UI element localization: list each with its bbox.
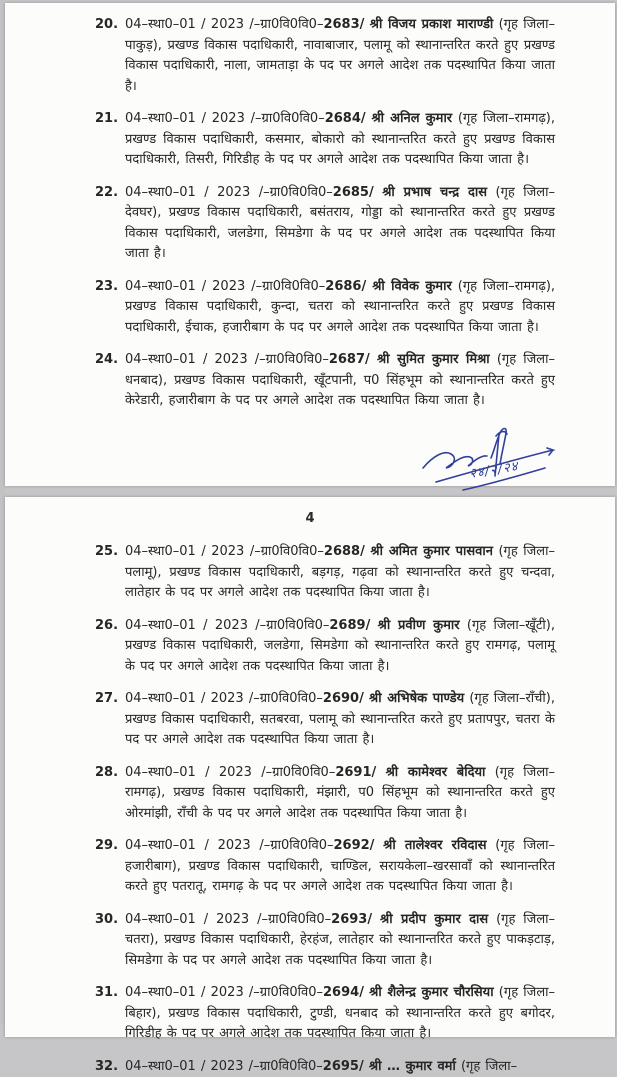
item-number: 28.	[95, 763, 125, 825]
ref-code: 04–स्था0–01 / 2023 /–ग्रा0वि0वि0–	[125, 111, 325, 126]
item-text	[125, 763, 555, 825]
item-body: (गृह जिला–रामगढ़), प्रखण्ड विकास पदाधिकारी, कसमार, बोकारो को स्थानान्तरित करते हुए प्रखण्ड विकास पदाधिकारी, तिसरी, गिरिडीह के पद पर अगले आदेश तक पदस्थापित किया जाता है।	[125, 111, 555, 167]
item-body: (गृह जिला–राँची), प्रखण्ड विकास पदाधिकारी, सतबरवा, पलामू को स्थानान्तरित करते हुए प्रतापपुर, चतरा के पद पर अगले आदेश तक पदस्थापित किया जाता है।	[125, 691, 555, 747]
item-body: (गृह जिला– पलामू), प्रखण्ड विकास पदाधिकारी, बड़गड़, गढ़वा को स्थानान्तरित करते हुए चन्दवा, लातेहार के पद पर अगले आदेश तक पदस्थापित किया जाता है।	[125, 544, 555, 600]
item-body: (गृह जिला–खूँटी), प्रखण्ड विकास पदाधिकारी, जलडेगा, सिमडेगा को स्थानान्तरित करते हुए रामगढ़, पलामू के पद पर अगले आदेश तक पदस्थापित किया जाता है।	[125, 618, 555, 674]
ref-code: 04–स्था0–01 / 2023 /–ग्रा0वि0वि0–	[125, 765, 335, 780]
item-number: 21.	[95, 109, 125, 171]
ref-code: 04–स्था0–01 / 2023 /–ग्रा0वि0वि0–	[125, 17, 323, 32]
officer-name: श्री सुमित कुमार मिश्रा	[377, 352, 490, 367]
cut-off-line	[95, 1057, 555, 1068]
item-body: (गृह जिला– हजारीबाग), प्रखण्ड विकास पदाधिकारी, चाण्डिल, सरायकेला–खरसावाँ को स्थानान्तरित करते हुए पतरातू, रामगढ़ के पद पर अगले आदेश तक पदस्थापित किया जाता है।	[125, 838, 555, 894]
item-number: 23.	[95, 277, 125, 339]
item-body: (गृह जिला– धनबाद), प्रखण्ड विकास पदाधिकारी, खूँटपानी, प0 सिंहभूम को स्थानान्तरित करते हुए केरेडारी, हजारीबाग के पद पर अगले आदेश तक पदस्थापित किया जाता है।	[125, 352, 555, 408]
item-number: 32.	[95, 1057, 125, 1077]
order-item-23	[95, 277, 555, 339]
item-body: (गृह जिला–	[461, 1059, 517, 1074]
item-text	[125, 983, 555, 1045]
order-item-25	[95, 542, 555, 604]
item-number: 29.	[95, 836, 125, 898]
ref-code: 04–स्था0–01 / 2023 /–ग्रा0वि0वि0–	[125, 1059, 323, 1074]
officer-name: श्री … कुमार वर्मा	[369, 1059, 456, 1074]
item-text	[125, 910, 555, 972]
ref-code: 04–स्था0–01 / 2023 /–ग्रा0वि0वि0–	[125, 544, 324, 559]
ref-code: 04–स्था0–01 / 2023 /–ग्रा0वि0वि0–	[125, 185, 333, 200]
item-number: 22.	[95, 183, 125, 265]
ref-code: 04–स्था0–01 / 2023 /–ग्रा0वि0वि0–	[125, 838, 334, 853]
ref-code: 04–स्था0–01 / 2023 /–ग्रा0वि0वि0–	[125, 691, 323, 706]
item-body: (गृह जिला– चतरा), प्रखण्ड विकास पदाधिकारी, हेरहंज, लातेहार को स्थानान्तरित करते हुए पाकड़टाड़, सिमडेगा के पद पर अगले आदेश तक पदस्थापित किया जाता है।	[125, 912, 555, 968]
order-item-29	[95, 836, 555, 898]
ref-code: 04–स्था0–01 / 2023 /–ग्रा0वि0वि0–	[125, 912, 331, 927]
order-item-28	[95, 763, 555, 825]
order-item-27	[95, 689, 555, 751]
officer-name: श्री कामेश्वर बेदिया	[386, 765, 486, 780]
item-text	[125, 109, 555, 171]
handwritten-signature	[411, 424, 581, 496]
letter-number: 2689/	[329, 618, 370, 633]
order-item-31	[95, 983, 555, 1045]
officer-name: श्री प्रदीप कुमार दास	[380, 912, 488, 927]
officer-name: श्री तालेश्वर रविदास	[383, 838, 486, 853]
officer-name: श्री प्रवीण कुमार	[378, 618, 460, 633]
item-body: (गृह जिला– पाकुड़), प्रखण्ड विकास पदाधिकारी, नावाबाजार, पलामू को स्थानान्तरित करते हुए प्रखण्ड विकास पदाधिकारी, नाला, जामताड़ा के पद पर अगले आदेश तक पदस्थापित किया जाता है।	[125, 17, 555, 94]
item-text	[125, 1057, 555, 1077]
letter-number: 2685/	[333, 185, 374, 200]
item-body: (गृह जिला– रामगढ़), प्रखण्ड विकास पदाधिकारी, मंझारी, प0 सिंहभूम को स्थानान्तरित करते हुए ओरमांझी, राँची के पद पर अगले आदेश तक पदस्थापित किया जाता है।	[125, 765, 555, 821]
officer-name: श्री प्रभाष चन्द्र दास	[382, 185, 487, 200]
letter-number: 2687/	[329, 352, 370, 367]
order-item-20	[95, 15, 555, 97]
item-text	[125, 277, 555, 339]
item-text	[125, 836, 555, 898]
letter-number: 2690/	[323, 691, 364, 706]
item-number: 26.	[95, 616, 125, 678]
order-item-32-partial	[95, 1057, 555, 1077]
item-text	[125, 616, 555, 678]
document-page-4	[5, 497, 615, 1037]
item-number: 31.	[95, 983, 125, 1045]
order-item-26	[95, 616, 555, 678]
letter-number: 2695/	[323, 1059, 364, 1074]
letter-number: 2688/	[324, 544, 365, 559]
item-number: 20.	[95, 15, 125, 97]
item-number: 25.	[95, 542, 125, 604]
letter-number: 2691/	[335, 765, 376, 780]
officer-name: श्री अभिषेक पाण्डेय	[369, 691, 464, 706]
ref-code: 04–स्था0–01 / 2023 /–ग्रा0वि0वि0–	[125, 279, 325, 294]
signature-date: २४/२/२४	[468, 456, 520, 482]
item-text	[125, 15, 555, 97]
letter-number: 2686/	[325, 279, 366, 294]
officer-name: श्री अमित कुमार पासवान	[370, 544, 493, 559]
order-item-30	[95, 910, 555, 972]
item-body: (गृह जिला– बिहार), प्रखण्ड विकास पदाधिकारी, टुण्डी, धनबाद को स्थानान्तरित करते हुए बगोदर, गिरिडीह के पद पर अगले आदेश तक पदस्थापित किया जाता है।	[125, 985, 555, 1041]
item-text	[125, 350, 555, 412]
letter-number: 2694/	[323, 985, 364, 1000]
ref-code: 04–स्था0–01 / 2023 /–ग्रा0वि0वि0–	[125, 985, 323, 1000]
letter-number: 2693/	[331, 912, 372, 927]
letter-number: 2683/	[323, 17, 364, 32]
item-body: (गृह जिला–रामगढ़), प्रखण्ड विकास पदाधिकारी, कुन्दा, चतरा को स्थानान्तरित करते हुए प्रखण्ड विकास पदाधिकारी, ईचाक, हजारीबाग के पद पर अगले आदेश तक पदस्थापित किया जाता है।	[125, 279, 555, 335]
order-item-24	[95, 350, 555, 412]
item-body: (गृह जिला– देवघर), प्रखण्ड विकास पदाधिकारी, बसंतराय, गोड्डा को स्थानान्तरित करते हुए प्रखण्ड विकास पदाधिकारी, जलडेगा, सिमडेगा के पद पर अगले आदेश तक पदस्थापित किया जाता है।	[125, 185, 555, 262]
item-number: 30.	[95, 910, 125, 972]
document-page-3	[5, 3, 615, 486]
order-item-21	[95, 109, 555, 171]
item-number: 24.	[95, 350, 125, 412]
letter-number: 2684/	[325, 111, 366, 126]
letter-number: 2692/	[334, 838, 375, 853]
page-number: 4	[5, 497, 615, 526]
officer-name: श्री शैलेन्द्र कुमार चौरसिया	[369, 985, 493, 1000]
ref-code: 04–स्था0–01 / 2023 /–ग्रा0वि0वि0–	[125, 352, 329, 367]
ref-code: 04–स्था0–01 / 2023 /–ग्रा0वि0वि0–	[125, 618, 329, 633]
item-number: 27.	[95, 689, 125, 751]
item-text	[125, 542, 555, 604]
officer-name: श्री विजय प्रकाश माराण्डी	[370, 17, 494, 32]
order-item-22	[95, 183, 555, 265]
item-text	[125, 689, 555, 751]
officer-name: श्री विवेक कुमार	[372, 279, 452, 294]
item-text	[125, 183, 555, 265]
officer-name: श्री अनिल कुमार	[371, 111, 452, 126]
